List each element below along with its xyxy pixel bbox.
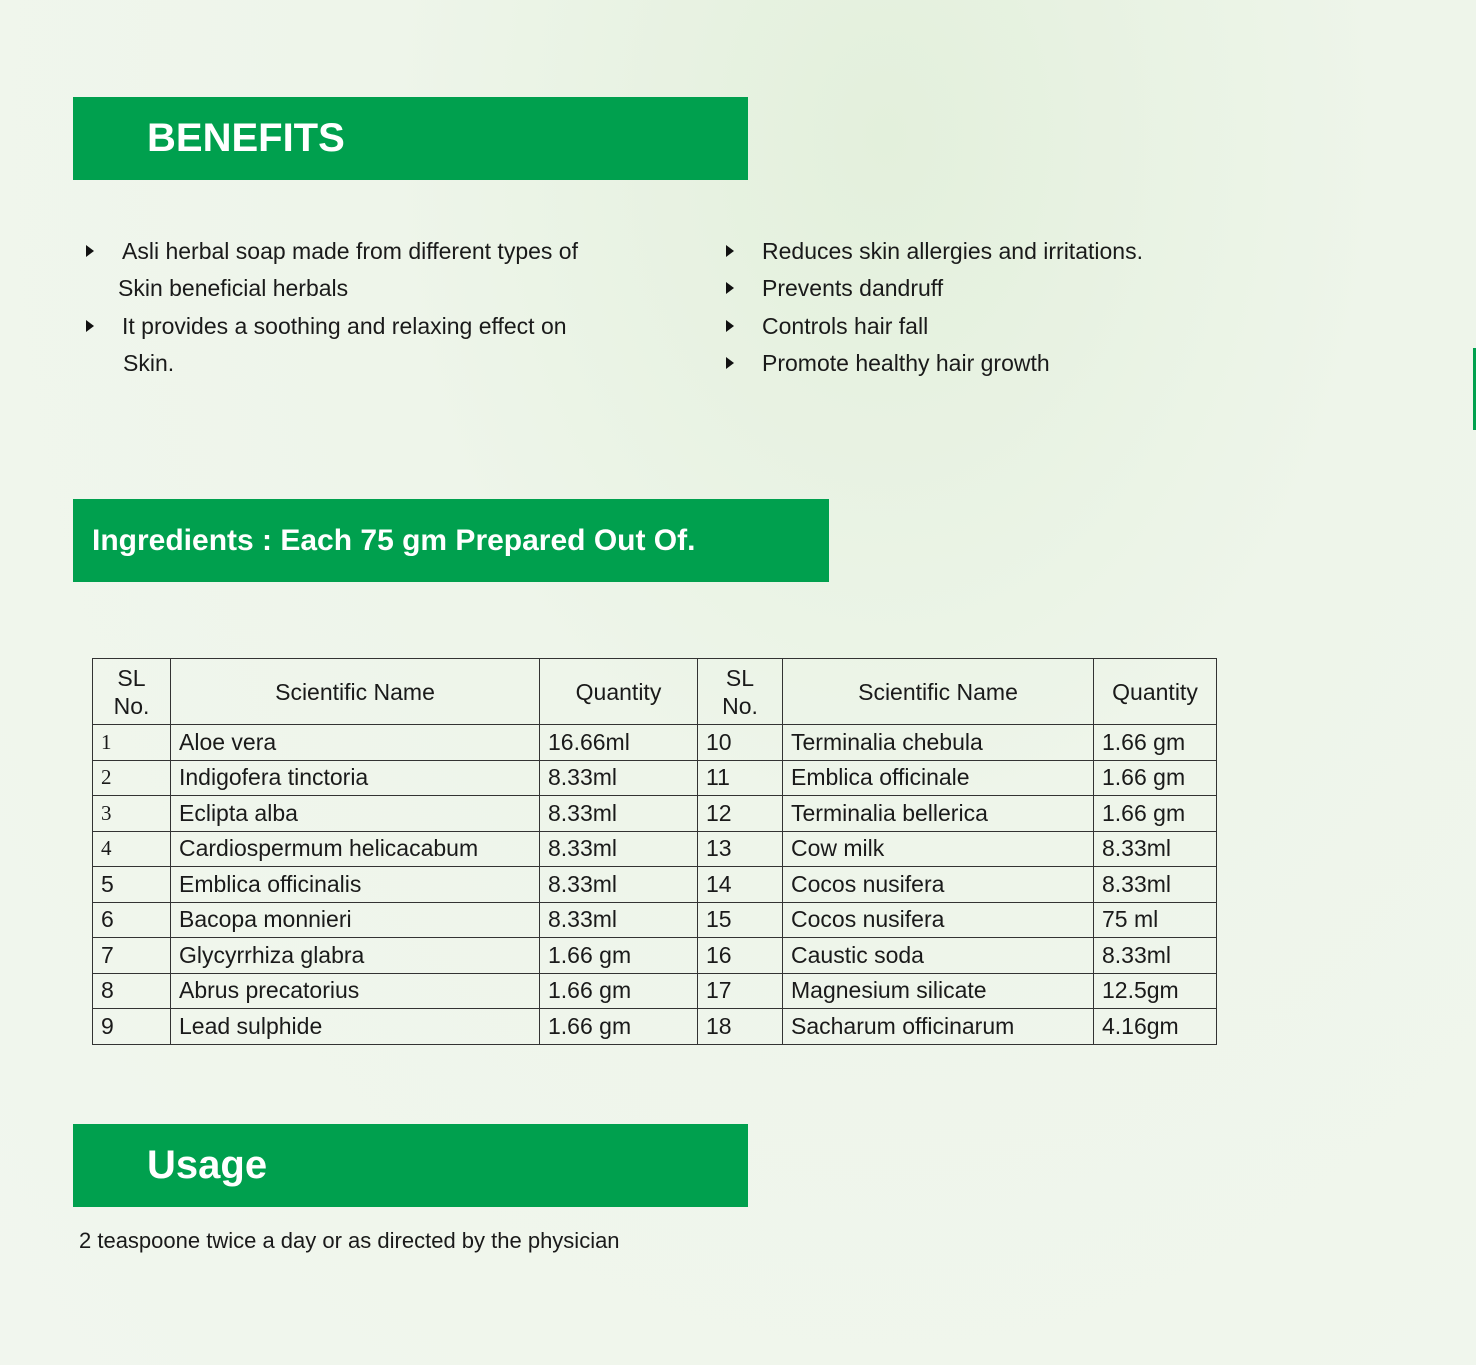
table-cell: 14 [698, 867, 783, 903]
usage-text: 2 teaspoone twice a day or as directed by the physician [79, 1228, 620, 1253]
table-cell: 1.66 gm [540, 1009, 698, 1045]
table-cell: 15 [698, 902, 783, 938]
ingredients-heading [73, 499, 829, 582]
benefits-list-right [726, 233, 1326, 382]
table-row [93, 831, 1217, 867]
table-cell: 7 [93, 938, 171, 974]
table-cell: Eclipta alba [171, 796, 540, 832]
benefit-text: Controls hair fall [762, 312, 929, 339]
table-cell: Magnesium silicate [783, 973, 1094, 1009]
table-cell: Indigofera tinctoria [171, 760, 540, 796]
benefit-line: It provides a soothing and relaxing effect on [122, 312, 567, 339]
table-cell: Abrus precatorius [171, 973, 540, 1009]
benefit-item [86, 233, 686, 308]
column-header: Quantity [1094, 659, 1217, 725]
table-cell: 8.33ml [540, 796, 698, 832]
table-cell: 12 [698, 796, 783, 832]
table-cell: 9 [93, 1009, 171, 1045]
table-cell: 8.33ml [1094, 867, 1217, 903]
table-cell: Lead sulphide [171, 1009, 540, 1045]
table-cell: 8.33ml [1094, 831, 1217, 867]
benefit-line: Skin. [123, 349, 175, 376]
table-cell: 1 [93, 725, 171, 761]
table-cell: 75 ml [1094, 902, 1217, 938]
table-row [93, 938, 1217, 974]
bullet-triangle-icon [726, 357, 734, 369]
table-cell: 17 [698, 973, 783, 1009]
table-cell: 18 [698, 1009, 783, 1045]
usage-title: Usage [147, 1143, 268, 1187]
table-cell: 5 [93, 867, 171, 903]
table-row [93, 973, 1217, 1009]
table-cell: 16 [698, 938, 783, 974]
table-row [93, 796, 1217, 832]
benefit-item [726, 308, 1326, 345]
table-cell: Cocos nusifera [783, 902, 1094, 938]
table-row [93, 867, 1217, 903]
benefit-text: Prevents dandruff [762, 275, 944, 302]
table-cell: 10 [698, 725, 783, 761]
table-cell: 16.66ml [540, 725, 698, 761]
benefits-title: BENEFITS [147, 116, 345, 160]
table-cell: 8 [93, 973, 171, 1009]
table-cell: 8.33ml [540, 867, 698, 903]
ingredients-table [92, 658, 1217, 1045]
benefit-text: Promote healthy hair growth [762, 349, 1050, 376]
benefit-item [726, 270, 1326, 307]
table-cell: 3 [93, 796, 171, 832]
benefit-item [726, 345, 1326, 382]
table-row [93, 902, 1217, 938]
table-cell: 1.66 gm [1094, 725, 1217, 761]
table-cell: 1.66 gm [1094, 760, 1217, 796]
table-cell: Glycyrrhiza glabra [171, 938, 540, 974]
table-cell: 1.66 gm [540, 973, 698, 1009]
table-cell: 12.5gm [1094, 973, 1217, 1009]
table-cell: Terminalia chebula [783, 725, 1094, 761]
table-cell: 8.33ml [540, 902, 698, 938]
column-header: Scientific Name [171, 659, 540, 725]
table-cell: Aloe vera [171, 725, 540, 761]
benefit-line: Asli herbal soap made from different types of [122, 238, 578, 264]
table-cell: 4 [93, 831, 171, 867]
table-cell: Emblica officinale [783, 760, 1094, 796]
table-cell: Cow milk [783, 831, 1094, 867]
table-cell: Cocos nusifera [783, 867, 1094, 903]
table-cell: 8.33ml [1094, 938, 1217, 974]
table-header-row [93, 659, 1217, 725]
column-header: SL No. [698, 659, 783, 725]
column-header: SL No. [93, 659, 171, 725]
table-row [93, 760, 1217, 796]
table-cell: 2 [93, 760, 171, 796]
bullet-triangle-icon [86, 245, 94, 257]
bullet-triangle-icon [86, 320, 94, 332]
bullet-triangle-icon [726, 282, 734, 294]
table-cell: Caustic soda [783, 938, 1094, 974]
table-cell: 1.66 gm [540, 938, 698, 974]
benefit-item [86, 308, 686, 383]
benefit-line: Skin beneficial herbals [118, 275, 349, 302]
table-cell: 13 [698, 831, 783, 867]
table-cell: Bacopa monnieri [171, 902, 540, 938]
table-cell: 8.33ml [540, 831, 698, 867]
table-cell: 6 [93, 902, 171, 938]
benefit-item [726, 233, 1326, 270]
table-row [93, 725, 1217, 761]
table-cell: 11 [698, 760, 783, 796]
table-cell: Cardiospermum helicacabum [171, 831, 540, 867]
benefits-list-left [86, 233, 686, 382]
bullet-triangle-icon [726, 320, 734, 332]
table-cell: 1.66 gm [1094, 796, 1217, 832]
usage-heading [73, 1124, 748, 1207]
column-header: Quantity [540, 659, 698, 725]
column-header: Scientific Name [783, 659, 1094, 725]
benefits-heading [73, 97, 748, 180]
table-cell: Sacharum officinarum [783, 1009, 1094, 1045]
benefit-text: Reduces skin allergies and irritations. [762, 238, 1143, 264]
ingredients-title: Ingredients : Each 75 gm Prepared Out Of. [92, 523, 696, 557]
table-row [93, 1009, 1217, 1045]
table-cell: 4.16gm [1094, 1009, 1217, 1045]
table-cell: 8.33ml [540, 760, 698, 796]
table-cell: Terminalia bellerica [783, 796, 1094, 832]
table-cell: Emblica officinalis [171, 867, 540, 903]
bullet-triangle-icon [726, 245, 734, 257]
